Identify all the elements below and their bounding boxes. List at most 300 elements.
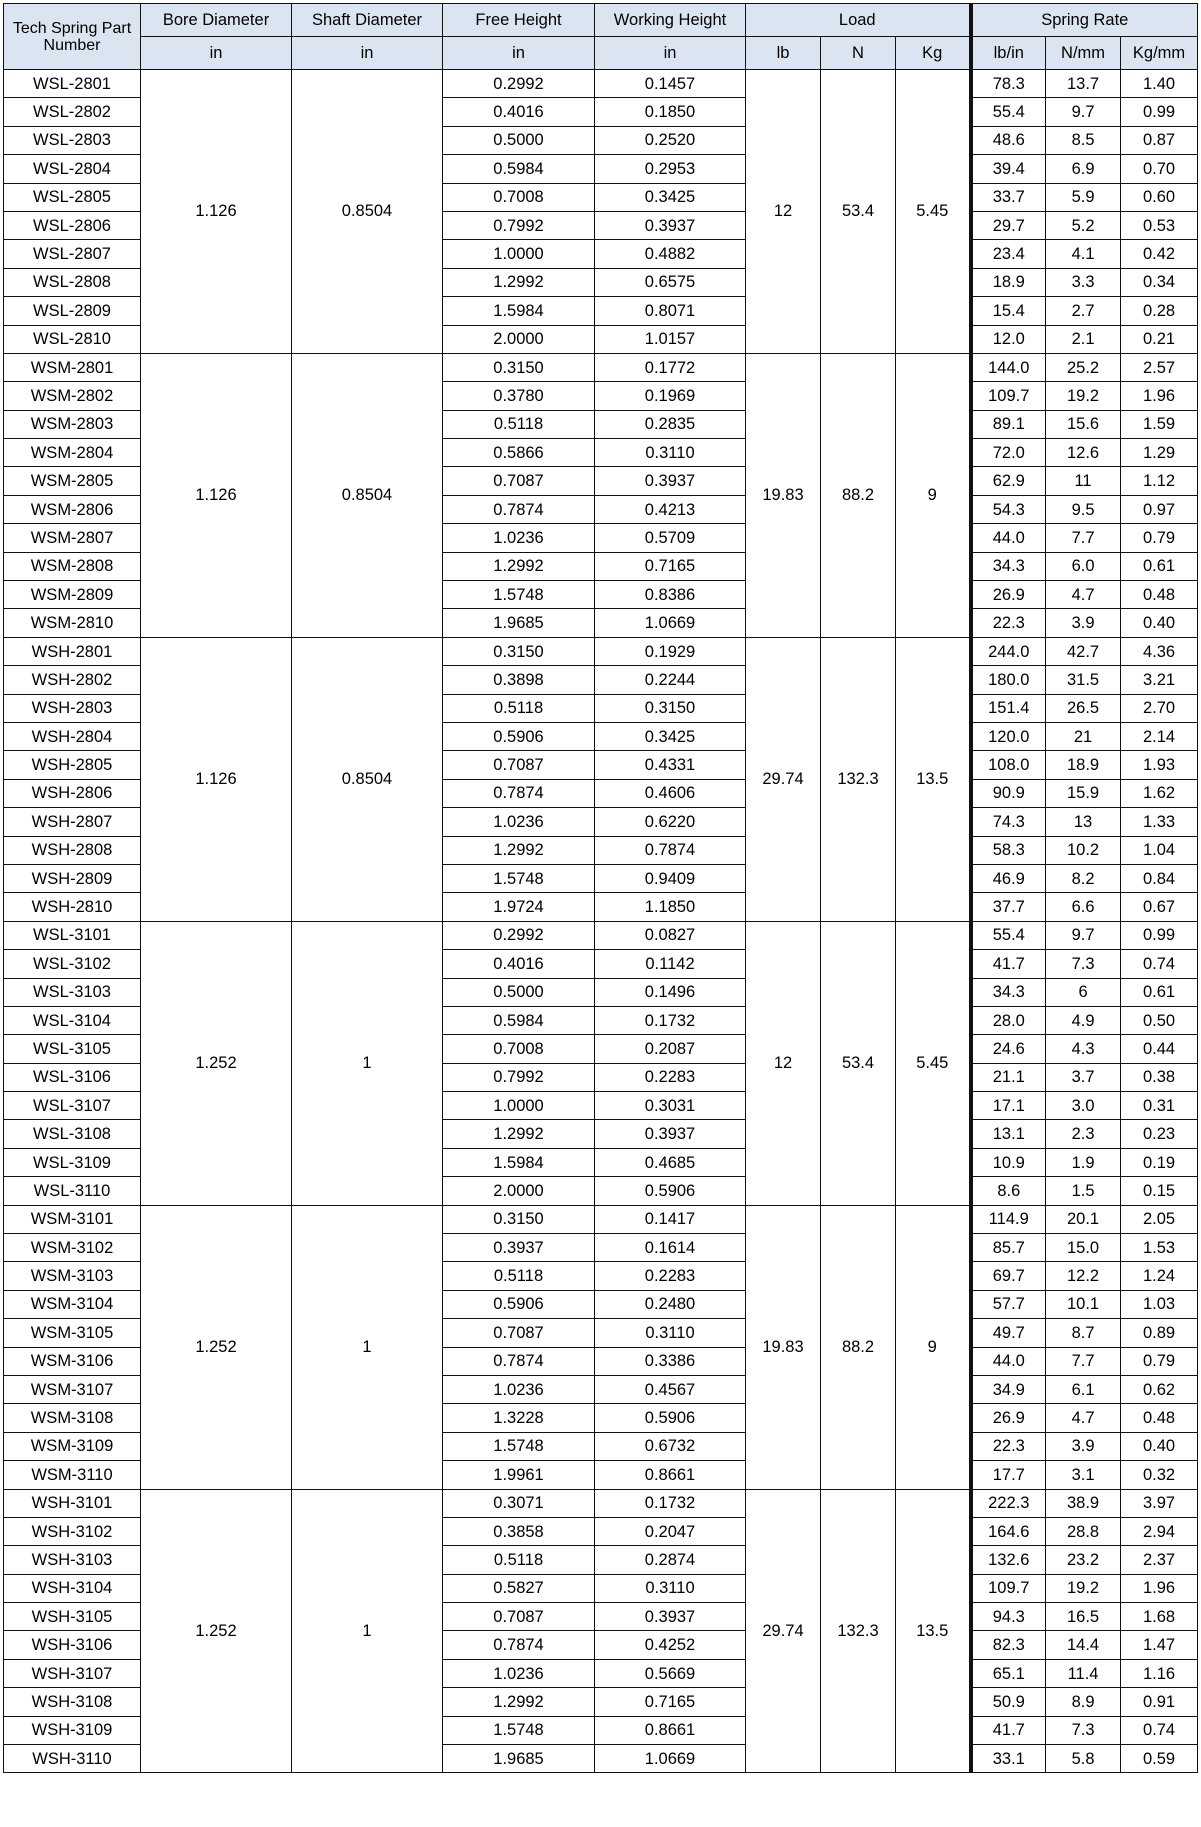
load-kg-cell: 5.45 <box>896 70 971 354</box>
working-height-cell: 0.1850 <box>595 98 746 126</box>
working-height-cell: 0.5709 <box>595 524 746 552</box>
rate-kgmm-cell: 0.31 <box>1121 1092 1198 1120</box>
free-height-cell: 0.5118 <box>443 1546 595 1574</box>
free-height-cell: 0.3150 <box>443 1205 595 1233</box>
header-working-height: Working Height <box>595 4 746 37</box>
working-height-cell: 0.5906 <box>595 1404 746 1432</box>
rate-lbin-cell: 34.3 <box>971 552 1046 580</box>
rate-kgmm-cell: 0.19 <box>1121 1148 1198 1176</box>
rate-lbin-cell: 108.0 <box>971 751 1046 779</box>
rate-lbin-cell: 44.0 <box>971 1347 1046 1375</box>
rate-nmm-cell: 3.1 <box>1046 1461 1121 1489</box>
working-height-cell: 0.7874 <box>595 836 746 864</box>
rate-lbin-cell: 114.9 <box>971 1205 1046 1233</box>
part-number-cell: WSM-2810 <box>4 609 141 637</box>
part-number-cell: WSH-2804 <box>4 722 141 750</box>
rate-kgmm-cell: 0.23 <box>1121 1120 1198 1148</box>
rate-kgmm-cell: 3.21 <box>1121 666 1198 694</box>
rate-nmm-cell: 6.0 <box>1046 552 1121 580</box>
free-height-cell: 0.7874 <box>443 495 595 523</box>
rate-nmm-cell: 16.5 <box>1046 1603 1121 1631</box>
part-number-cell: WSH-3105 <box>4 1603 141 1631</box>
rate-kgmm-cell: 0.44 <box>1121 1035 1198 1063</box>
free-height-cell: 0.7874 <box>443 779 595 807</box>
load-n-cell: 132.3 <box>821 637 896 921</box>
part-number-cell: WSH-3107 <box>4 1659 141 1687</box>
part-number-cell: WSM-2806 <box>4 495 141 523</box>
rate-nmm-cell: 5.8 <box>1046 1745 1121 1773</box>
working-height-cell: 0.3937 <box>595 211 746 239</box>
header-spring-rate: Spring Rate <box>971 4 1198 37</box>
rate-nmm-cell: 2.7 <box>1046 297 1121 325</box>
load-kg-cell: 9 <box>896 1205 971 1489</box>
working-height-cell: 1.0669 <box>595 1745 746 1773</box>
rate-nmm-cell: 3.9 <box>1046 1432 1121 1460</box>
shaft-diameter-cell: 1 <box>292 921 443 1205</box>
working-height-cell: 0.5669 <box>595 1659 746 1687</box>
rate-lbin-cell: 82.3 <box>971 1631 1046 1659</box>
free-height-cell: 0.3150 <box>443 637 595 665</box>
free-height-cell: 0.7992 <box>443 1063 595 1091</box>
rate-nmm-cell: 8.2 <box>1046 864 1121 892</box>
free-height-cell: 0.5906 <box>443 1290 595 1318</box>
load-n-cell: 88.2 <box>821 1205 896 1489</box>
rate-kgmm-cell: 2.05 <box>1121 1205 1198 1233</box>
free-height-cell: 0.7008 <box>443 1035 595 1063</box>
free-height-cell: 1.5748 <box>443 581 595 609</box>
part-number-cell: WSH-2801 <box>4 637 141 665</box>
rate-kgmm-cell: 0.48 <box>1121 581 1198 609</box>
rate-kgmm-cell: 0.87 <box>1121 126 1198 154</box>
rate-nmm-cell: 4.1 <box>1046 240 1121 268</box>
free-height-cell: 0.3898 <box>443 666 595 694</box>
part-number-cell: WSH-3109 <box>4 1716 141 1744</box>
part-number-cell: WSH-3104 <box>4 1574 141 1602</box>
rate-nmm-cell: 18.9 <box>1046 751 1121 779</box>
rate-kgmm-cell: 0.97 <box>1121 495 1198 523</box>
part-number-cell: WSL-3108 <box>4 1120 141 1148</box>
working-height-cell: 0.2480 <box>595 1290 746 1318</box>
rate-lbin-cell: 90.9 <box>971 779 1046 807</box>
unit-free: in <box>443 37 595 70</box>
part-number-cell: WSM-3106 <box>4 1347 141 1375</box>
rate-lbin-cell: 8.6 <box>971 1177 1046 1205</box>
rate-nmm-cell: 3.7 <box>1046 1063 1121 1091</box>
part-number-cell: WSM-3105 <box>4 1319 141 1347</box>
unit-load-n: N <box>821 37 896 70</box>
rate-lbin-cell: 26.9 <box>971 581 1046 609</box>
rate-nmm-cell: 4.7 <box>1046 1404 1121 1432</box>
working-height-cell: 0.7165 <box>595 552 746 580</box>
part-number-cell: WSH-3103 <box>4 1546 141 1574</box>
shaft-diameter-cell: 0.8504 <box>292 70 443 354</box>
rate-nmm-cell: 19.2 <box>1046 1574 1121 1602</box>
table-row <box>4 353 1198 381</box>
rate-kgmm-cell: 0.53 <box>1121 211 1198 239</box>
unit-bore: in <box>141 37 292 70</box>
free-height-cell: 1.5748 <box>443 864 595 892</box>
free-height-cell: 1.5748 <box>443 1432 595 1460</box>
working-height-cell: 0.8071 <box>595 297 746 325</box>
rate-lbin-cell: 164.6 <box>971 1517 1046 1545</box>
part-number-cell: WSL-2807 <box>4 240 141 268</box>
rate-kgmm-cell: 1.04 <box>1121 836 1198 864</box>
free-height-cell: 1.2992 <box>443 1688 595 1716</box>
rate-nmm-cell: 7.3 <box>1046 1716 1121 1744</box>
rate-lbin-cell: 222.3 <box>971 1489 1046 1517</box>
rate-lbin-cell: 65.1 <box>971 1659 1046 1687</box>
part-number-cell: WSM-2804 <box>4 439 141 467</box>
working-height-cell: 0.2047 <box>595 1517 746 1545</box>
free-height-cell: 0.3937 <box>443 1234 595 1262</box>
rate-nmm-cell: 6.9 <box>1046 155 1121 183</box>
free-height-cell: 0.7874 <box>443 1347 595 1375</box>
free-height-cell: 0.3150 <box>443 353 595 381</box>
part-number-cell: WSH-3108 <box>4 1688 141 1716</box>
free-height-cell: 0.7087 <box>443 1603 595 1631</box>
part-number-cell: WSH-2809 <box>4 864 141 892</box>
rate-nmm-cell: 4.9 <box>1046 1006 1121 1034</box>
load-kg-cell: 5.45 <box>896 921 971 1205</box>
rate-kgmm-cell: 0.91 <box>1121 1688 1198 1716</box>
working-height-cell: 0.7165 <box>595 1688 746 1716</box>
shaft-diameter-cell: 1 <box>292 1205 443 1489</box>
part-number-cell: WSM-2801 <box>4 353 141 381</box>
rate-nmm-cell: 5.9 <box>1046 183 1121 211</box>
free-height-cell: 0.4016 <box>443 950 595 978</box>
rate-kgmm-cell: 1.93 <box>1121 751 1198 779</box>
rate-kgmm-cell: 0.79 <box>1121 1347 1198 1375</box>
rate-kgmm-cell: 0.15 <box>1121 1177 1198 1205</box>
unit-load-kg: Kg <box>896 37 971 70</box>
part-number-cell: WSH-3110 <box>4 1745 141 1773</box>
part-number-cell: WSL-2806 <box>4 211 141 239</box>
rate-nmm-cell: 2.3 <box>1046 1120 1121 1148</box>
rate-kgmm-cell: 0.84 <box>1121 864 1198 892</box>
rate-nmm-cell: 7.7 <box>1046 1347 1121 1375</box>
working-height-cell: 0.4606 <box>595 779 746 807</box>
rate-lbin-cell: 72.0 <box>971 439 1046 467</box>
free-height-cell: 1.5984 <box>443 297 595 325</box>
part-number-cell: WSH-3102 <box>4 1517 141 1545</box>
free-height-cell: 0.2992 <box>443 70 595 98</box>
rate-nmm-cell: 38.9 <box>1046 1489 1121 1517</box>
part-number-cell: WSH-2808 <box>4 836 141 864</box>
load-kg-cell: 13.5 <box>896 1489 971 1773</box>
unit-row <box>4 37 1198 70</box>
part-number-cell: WSM-2808 <box>4 552 141 580</box>
working-height-cell: 0.2283 <box>595 1262 746 1290</box>
working-height-cell: 0.1457 <box>595 70 746 98</box>
rate-kgmm-cell: 0.61 <box>1121 552 1198 580</box>
part-number-cell: WSM-2802 <box>4 382 141 410</box>
part-number-cell: WSM-3101 <box>4 1205 141 1233</box>
header-shaft-diameter: Shaft Diameter <box>292 4 443 37</box>
rate-kgmm-cell: 0.50 <box>1121 1006 1198 1034</box>
free-height-cell: 0.2992 <box>443 921 595 949</box>
rate-nmm-cell: 9.7 <box>1046 921 1121 949</box>
rate-lbin-cell: 94.3 <box>971 1603 1046 1631</box>
rate-lbin-cell: 22.3 <box>971 1432 1046 1460</box>
rate-kgmm-cell: 1.33 <box>1121 808 1198 836</box>
working-height-cell: 0.3937 <box>595 1120 746 1148</box>
rate-nmm-cell: 11 <box>1046 467 1121 495</box>
rate-kgmm-cell: 1.96 <box>1121 1574 1198 1602</box>
rate-nmm-cell: 12.2 <box>1046 1262 1121 1290</box>
free-height-cell: 0.7992 <box>443 211 595 239</box>
part-number-cell: WSL-2801 <box>4 70 141 98</box>
rate-lbin-cell: 10.9 <box>971 1148 1046 1176</box>
rate-lbin-cell: 22.3 <box>971 609 1046 637</box>
rate-lbin-cell: 74.3 <box>971 808 1046 836</box>
rate-lbin-cell: 24.6 <box>971 1035 1046 1063</box>
header-part-number: Tech Spring Part Number <box>4 4 141 70</box>
free-height-cell: 1.9724 <box>443 893 595 921</box>
working-height-cell: 0.4213 <box>595 495 746 523</box>
rate-nmm-cell: 3.9 <box>1046 609 1121 637</box>
free-height-cell: 1.3228 <box>443 1404 595 1432</box>
part-number-cell: WSL-3105 <box>4 1035 141 1063</box>
working-height-cell: 1.1850 <box>595 893 746 921</box>
working-height-cell: 0.3386 <box>595 1347 746 1375</box>
rate-lbin-cell: 151.4 <box>971 694 1046 722</box>
working-height-cell: 0.1732 <box>595 1489 746 1517</box>
rate-nmm-cell: 8.7 <box>1046 1319 1121 1347</box>
free-height-cell: 0.5984 <box>443 1006 595 1034</box>
working-height-cell: 0.3110 <box>595 439 746 467</box>
part-number-cell: WSL-2803 <box>4 126 141 154</box>
part-number-cell: WSL-3103 <box>4 978 141 1006</box>
rate-kgmm-cell: 1.47 <box>1121 1631 1198 1659</box>
rate-lbin-cell: 28.0 <box>971 1006 1046 1034</box>
free-height-cell: 0.5866 <box>443 439 595 467</box>
rate-nmm-cell: 6.6 <box>1046 893 1121 921</box>
free-height-cell: 1.9685 <box>443 1745 595 1773</box>
free-height-cell: 0.7087 <box>443 467 595 495</box>
bore-diameter-cell: 1.126 <box>141 353 292 637</box>
rate-nmm-cell: 12.6 <box>1046 439 1121 467</box>
rate-nmm-cell: 7.7 <box>1046 524 1121 552</box>
rate-kgmm-cell: 4.36 <box>1121 637 1198 665</box>
unit-rate-nmm: N/mm <box>1046 37 1121 70</box>
rate-kgmm-cell: 1.29 <box>1121 439 1198 467</box>
rate-nmm-cell: 10.1 <box>1046 1290 1121 1318</box>
load-lb-cell: 19.83 <box>746 353 821 637</box>
rate-kgmm-cell: 0.34 <box>1121 268 1198 296</box>
rate-lbin-cell: 17.7 <box>971 1461 1046 1489</box>
rate-kgmm-cell: 1.40 <box>1121 70 1198 98</box>
working-height-cell: 0.8386 <box>595 581 746 609</box>
load-n-cell: 88.2 <box>821 353 896 637</box>
rate-lbin-cell: 55.4 <box>971 98 1046 126</box>
rate-lbin-cell: 18.9 <box>971 268 1046 296</box>
working-height-cell: 0.4882 <box>595 240 746 268</box>
working-height-cell: 0.1929 <box>595 637 746 665</box>
free-height-cell: 0.7874 <box>443 1631 595 1659</box>
free-height-cell: 1.2992 <box>443 268 595 296</box>
working-height-cell: 0.4567 <box>595 1375 746 1403</box>
load-n-cell: 53.4 <box>821 921 896 1205</box>
part-number-cell: WSM-2805 <box>4 467 141 495</box>
working-height-cell: 0.8661 <box>595 1716 746 1744</box>
rate-lbin-cell: 54.3 <box>971 495 1046 523</box>
rate-nmm-cell: 13.7 <box>1046 70 1121 98</box>
part-number-cell: WSH-3106 <box>4 1631 141 1659</box>
free-height-cell: 0.3858 <box>443 1517 595 1545</box>
unit-load-lb: lb <box>746 37 821 70</box>
rate-kgmm-cell: 1.68 <box>1121 1603 1198 1631</box>
free-height-cell: 0.5118 <box>443 410 595 438</box>
load-n-cell: 132.3 <box>821 1489 896 1773</box>
free-height-cell: 1.9685 <box>443 609 595 637</box>
free-height-cell: 1.2992 <box>443 836 595 864</box>
rate-nmm-cell: 7.3 <box>1046 950 1121 978</box>
rate-lbin-cell: 132.6 <box>971 1546 1046 1574</box>
working-height-cell: 0.1772 <box>595 353 746 381</box>
part-number-cell: WSM-3107 <box>4 1375 141 1403</box>
free-height-cell: 1.0236 <box>443 808 595 836</box>
load-kg-cell: 9 <box>896 353 971 637</box>
part-number-cell: WSL-2809 <box>4 297 141 325</box>
free-height-cell: 1.5984 <box>443 1148 595 1176</box>
working-height-cell: 0.1969 <box>595 382 746 410</box>
rate-lbin-cell: 12.0 <box>971 325 1046 353</box>
rate-kgmm-cell: 0.42 <box>1121 240 1198 268</box>
rate-kgmm-cell: 0.99 <box>1121 921 1198 949</box>
rate-nmm-cell: 3.3 <box>1046 268 1121 296</box>
rate-nmm-cell: 6.1 <box>1046 1375 1121 1403</box>
working-height-cell: 0.0827 <box>595 921 746 949</box>
rate-lbin-cell: 33.1 <box>971 1745 1046 1773</box>
rate-lbin-cell: 33.7 <box>971 183 1046 211</box>
working-height-cell: 0.6732 <box>595 1432 746 1460</box>
rate-nmm-cell: 25.2 <box>1046 353 1121 381</box>
rate-lbin-cell: 37.7 <box>971 893 1046 921</box>
rate-kgmm-cell: 2.37 <box>1121 1546 1198 1574</box>
rate-kgmm-cell: 0.38 <box>1121 1063 1198 1091</box>
working-height-cell: 0.3110 <box>595 1319 746 1347</box>
part-number-cell: WSM-3110 <box>4 1461 141 1489</box>
rate-nmm-cell: 2.1 <box>1046 325 1121 353</box>
rate-kgmm-cell: 2.14 <box>1121 722 1198 750</box>
part-number-cell: WSM-2809 <box>4 581 141 609</box>
load-lb-cell: 29.74 <box>746 637 821 921</box>
rate-nmm-cell: 5.2 <box>1046 211 1121 239</box>
rate-lbin-cell: 17.1 <box>971 1092 1046 1120</box>
part-number-cell: WSL-3104 <box>4 1006 141 1034</box>
free-height-cell: 1.0236 <box>443 524 595 552</box>
rate-lbin-cell: 78.3 <box>971 70 1046 98</box>
header-load: Load <box>746 4 971 37</box>
rate-lbin-cell: 48.6 <box>971 126 1046 154</box>
part-number-cell: WSH-2805 <box>4 751 141 779</box>
rate-kgmm-cell: 0.62 <box>1121 1375 1198 1403</box>
rate-lbin-cell: 62.9 <box>971 467 1046 495</box>
part-number-cell: WSM-3109 <box>4 1432 141 1460</box>
rate-lbin-cell: 55.4 <box>971 921 1046 949</box>
rate-lbin-cell: 15.4 <box>971 297 1046 325</box>
rate-kgmm-cell: 1.03 <box>1121 1290 1198 1318</box>
rate-nmm-cell: 15.9 <box>1046 779 1121 807</box>
rate-lbin-cell: 44.0 <box>971 524 1046 552</box>
rate-lbin-cell: 23.4 <box>971 240 1046 268</box>
rate-kgmm-cell: 3.97 <box>1121 1489 1198 1517</box>
rate-kgmm-cell: 0.74 <box>1121 950 1198 978</box>
rate-kgmm-cell: 0.40 <box>1121 609 1198 637</box>
rate-nmm-cell: 13 <box>1046 808 1121 836</box>
rate-lbin-cell: 109.7 <box>971 1574 1046 1602</box>
rate-lbin-cell: 244.0 <box>971 637 1046 665</box>
working-height-cell: 0.3937 <box>595 467 746 495</box>
rate-lbin-cell: 13.1 <box>971 1120 1046 1148</box>
rate-nmm-cell: 1.5 <box>1046 1177 1121 1205</box>
table-row <box>4 70 1198 98</box>
rate-nmm-cell: 14.4 <box>1046 1631 1121 1659</box>
rate-lbin-cell: 69.7 <box>971 1262 1046 1290</box>
rate-nmm-cell: 20.1 <box>1046 1205 1121 1233</box>
rate-kgmm-cell: 0.28 <box>1121 297 1198 325</box>
rate-nmm-cell: 19.2 <box>1046 382 1121 410</box>
rate-nmm-cell: 9.7 <box>1046 98 1121 126</box>
rate-nmm-cell: 23.2 <box>1046 1546 1121 1574</box>
rate-kgmm-cell: 0.74 <box>1121 1716 1198 1744</box>
rate-kgmm-cell: 0.40 <box>1121 1432 1198 1460</box>
free-height-cell: 2.0000 <box>443 325 595 353</box>
rate-lbin-cell: 85.7 <box>971 1234 1046 1262</box>
free-height-cell: 0.5984 <box>443 155 595 183</box>
rate-nmm-cell: 26.5 <box>1046 694 1121 722</box>
rate-lbin-cell: 120.0 <box>971 722 1046 750</box>
free-height-cell: 1.2992 <box>443 1120 595 1148</box>
part-number-cell: WSL-3101 <box>4 921 141 949</box>
rate-lbin-cell: 41.7 <box>971 950 1046 978</box>
rate-nmm-cell: 21 <box>1046 722 1121 750</box>
working-height-cell: 0.2283 <box>595 1063 746 1091</box>
bore-diameter-cell: 1.252 <box>141 921 292 1205</box>
rate-kgmm-cell: 0.48 <box>1121 1404 1198 1432</box>
working-height-cell: 0.9409 <box>595 864 746 892</box>
unit-rate-kgmm: Kg/mm <box>1121 37 1198 70</box>
working-height-cell: 0.4685 <box>595 1148 746 1176</box>
rate-nmm-cell: 15.6 <box>1046 410 1121 438</box>
rate-kgmm-cell: 1.16 <box>1121 1659 1198 1687</box>
rate-lbin-cell: 89.1 <box>971 410 1046 438</box>
part-number-cell: WSL-3102 <box>4 950 141 978</box>
part-number-cell: WSM-3104 <box>4 1290 141 1318</box>
rate-nmm-cell: 11.4 <box>1046 1659 1121 1687</box>
working-height-cell: 0.6220 <box>595 808 746 836</box>
working-height-cell: 1.0157 <box>595 325 746 353</box>
free-height-cell: 0.3780 <box>443 382 595 410</box>
part-number-cell: WSH-2803 <box>4 694 141 722</box>
working-height-cell: 0.5906 <box>595 1177 746 1205</box>
table-row <box>4 1205 1198 1233</box>
free-height-cell: 0.5000 <box>443 978 595 1006</box>
free-height-cell: 0.5906 <box>443 722 595 750</box>
rate-lbin-cell: 144.0 <box>971 353 1046 381</box>
free-height-cell: 2.0000 <box>443 1177 595 1205</box>
part-number-cell: WSL-3106 <box>4 1063 141 1091</box>
free-height-cell: 0.5118 <box>443 694 595 722</box>
working-height-cell: 0.3031 <box>595 1092 746 1120</box>
rate-kgmm-cell: 0.67 <box>1121 893 1198 921</box>
rate-lbin-cell: 34.3 <box>971 978 1046 1006</box>
free-height-cell: 0.5000 <box>443 126 595 154</box>
rate-nmm-cell: 8.5 <box>1046 126 1121 154</box>
rate-nmm-cell: 6 <box>1046 978 1121 1006</box>
free-height-cell: 1.0236 <box>443 1659 595 1687</box>
part-number-cell: WSH-2807 <box>4 808 141 836</box>
